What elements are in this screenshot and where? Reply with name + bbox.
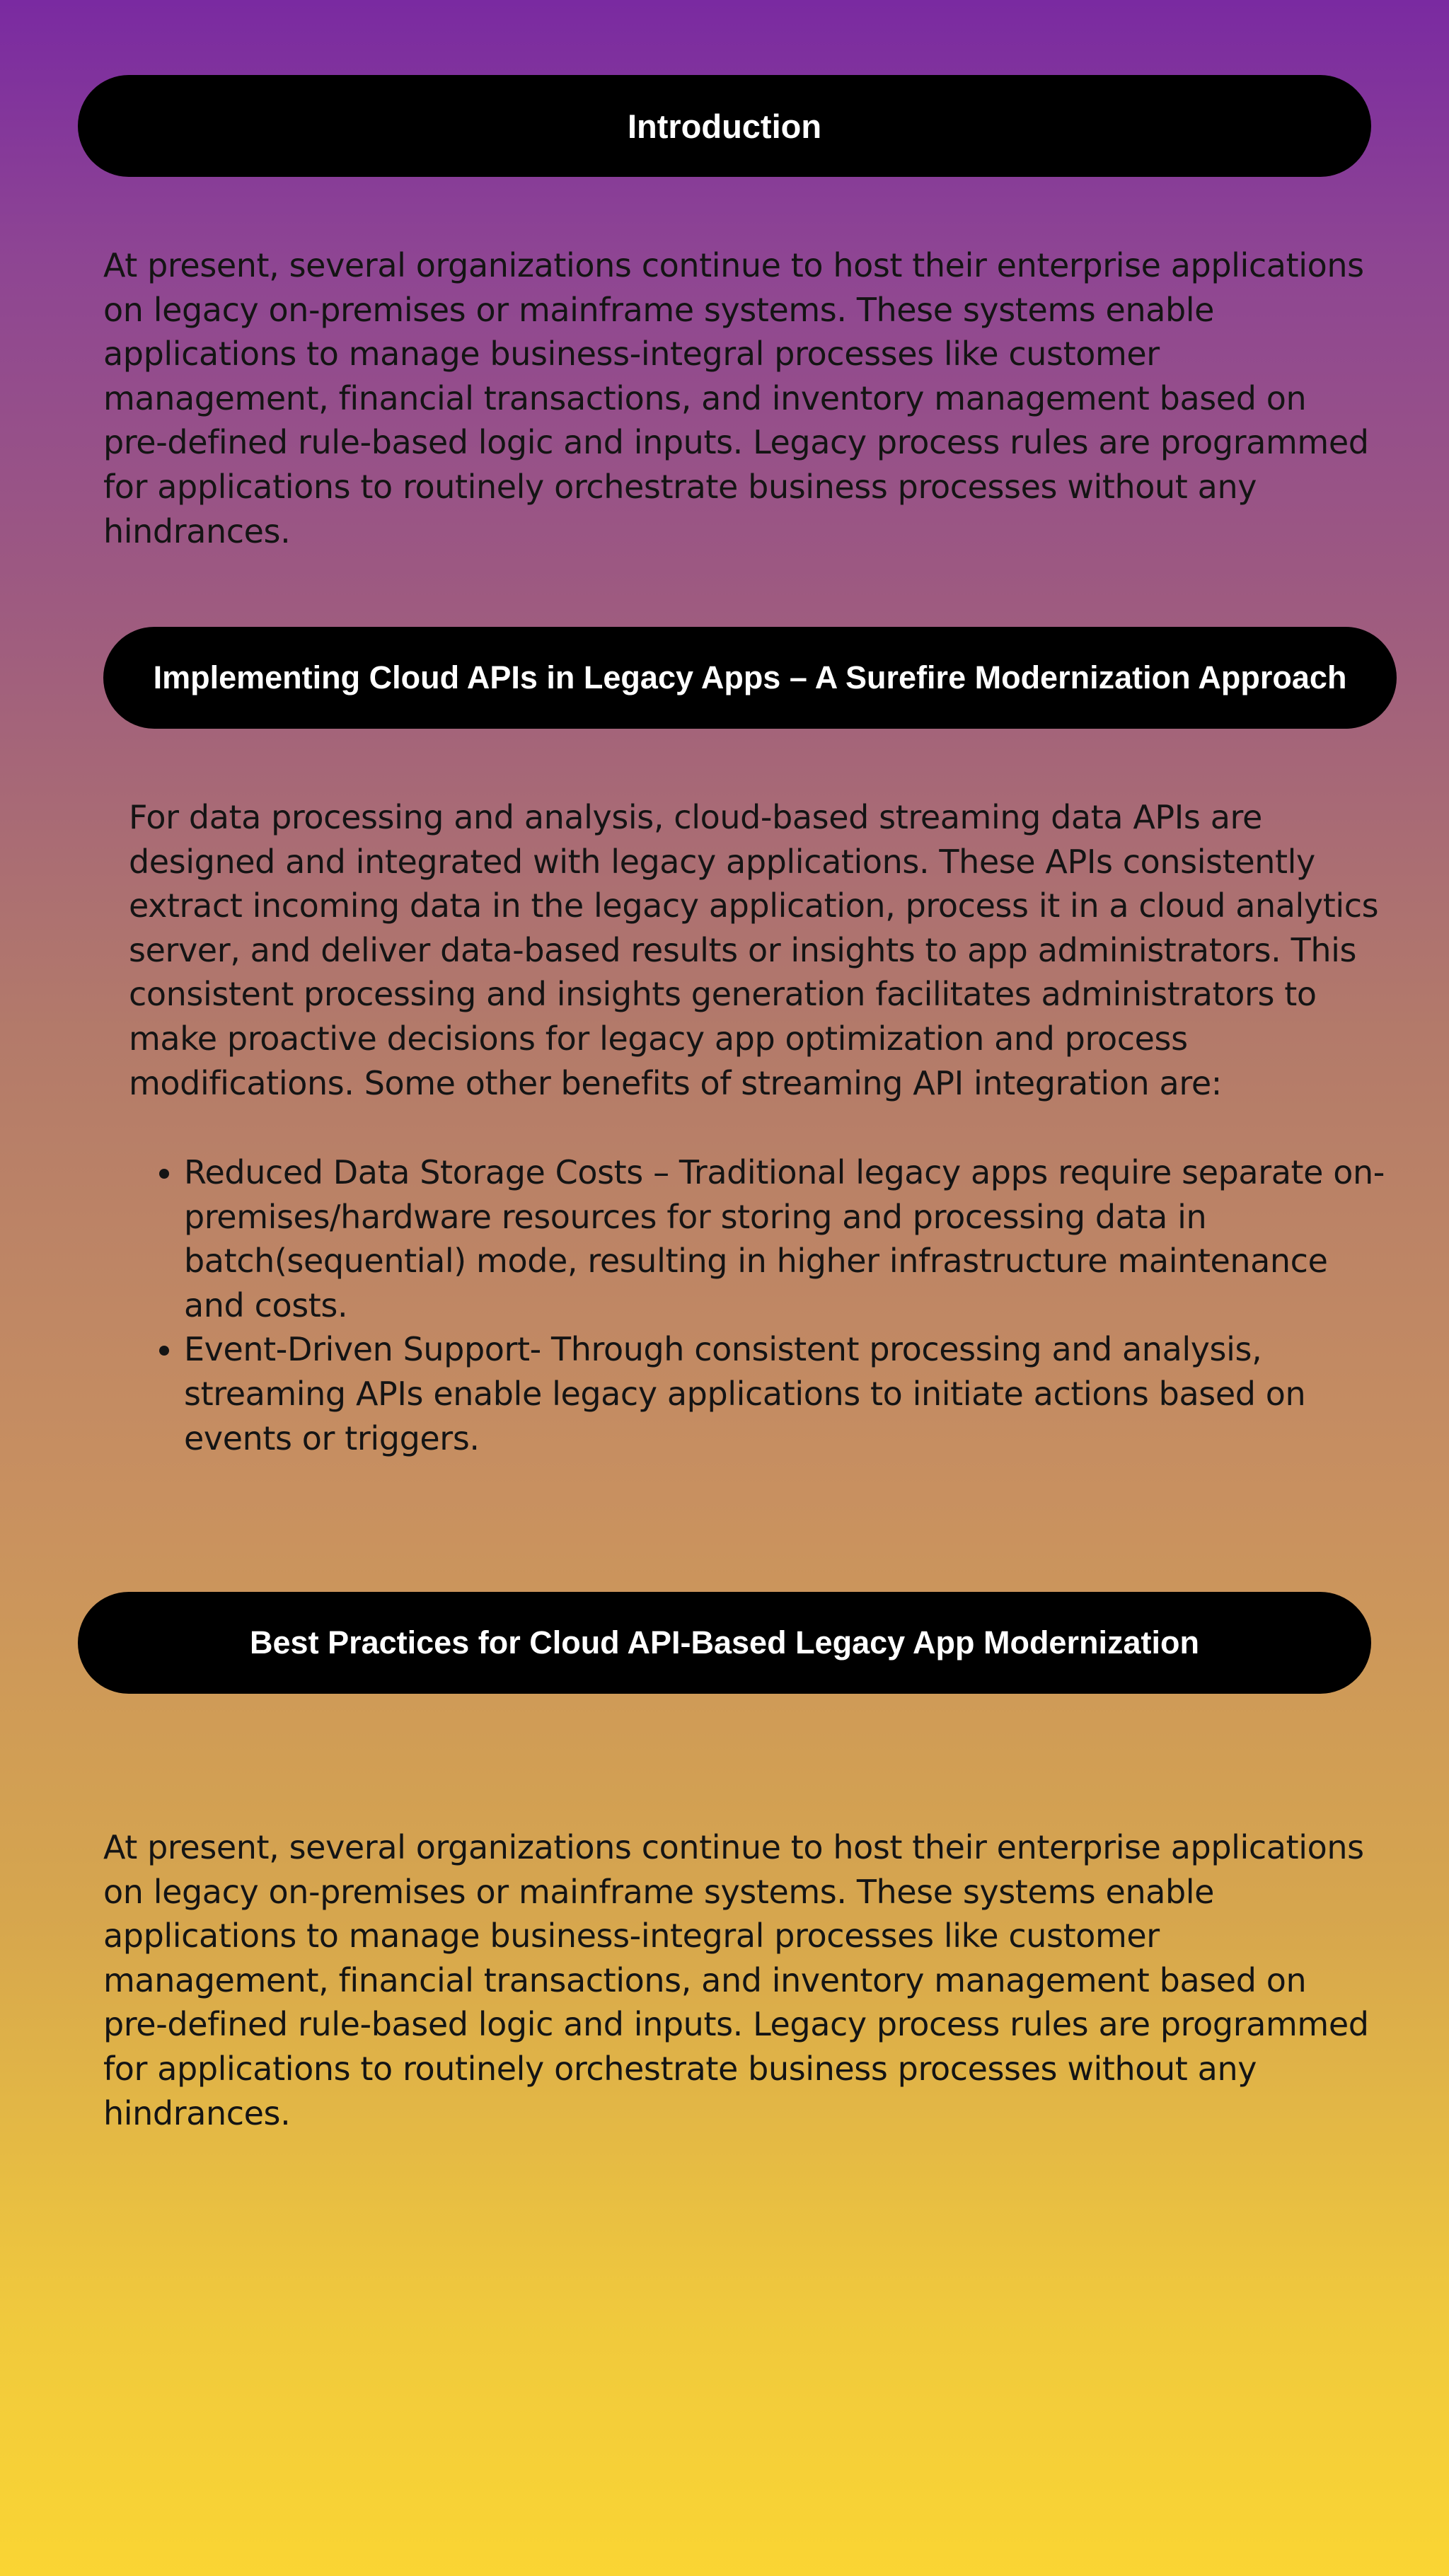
best-practices-paragraph: At present, several organizations continue to host their enterprise applications on legacy on-premises or mainframe systems. These systems enable applications to manage business-integral processes like customer management, financial transactions, and inventory management based on pre-defined rule-based logic and inputs. Legacy process rules are programmed for applications to routinely orchestrate business processes without any hindrances.: [103, 1828, 1369, 2132]
best-practices-heading-text: Best Practices for Cloud API-Based Legacy App Modernization: [250, 1624, 1199, 1660]
cloud-apis-paragraph: For data processing and analysis, cloud-based streaming data APIs are designed and integrated with legacy applications. These APIs consistently extract incoming data in the legacy application, process it in a cloud analytics server, and deliver data-based results or insights to app administrators. This consistent processing and insights generation facilitates administrators to make proactive decisions for legacy app optimization and process modifications. Some other benefits of streaming API integration are:: [129, 798, 1379, 1102]
introduction-heading-text: Introduction: [627, 107, 822, 145]
introduction-paragraph: At present, several organizations continue to host their enterprise applications on legacy on-premises or mainframe systems. These systems enable applications to manage business-integral processes like customer management, financial transactions, and inventory management based on pre-defined rule-based logic and inputs. Legacy process rules are programmed for applications to routinely orchestrate business processes without any hindrances.: [103, 246, 1369, 550]
benefits-list: [129, 1150, 1395, 1460]
cloud-apis-heading-text: Implementing Cloud APIs in Legacy Apps – A Surefire Modernization Approach: [153, 659, 1347, 695]
best-practices-heading: [78, 1592, 1371, 1694]
cloud-apis-heading: [103, 627, 1397, 729]
introduction-heading: [78, 75, 1371, 177]
list-item: • Reduced Data Storage Costs – Traditional legacy apps require separate on-premises/hardware resources for storing and processing data in batch(sequential) mode, resulting in higher infrastructure maintenance and costs.: [184, 1150, 1395, 1327]
list-item: • Event-Driven Support- Through consistent processing and analysis, streaming APIs enable legacy applications to initiate actions based on events or triggers.: [184, 1327, 1395, 1460]
